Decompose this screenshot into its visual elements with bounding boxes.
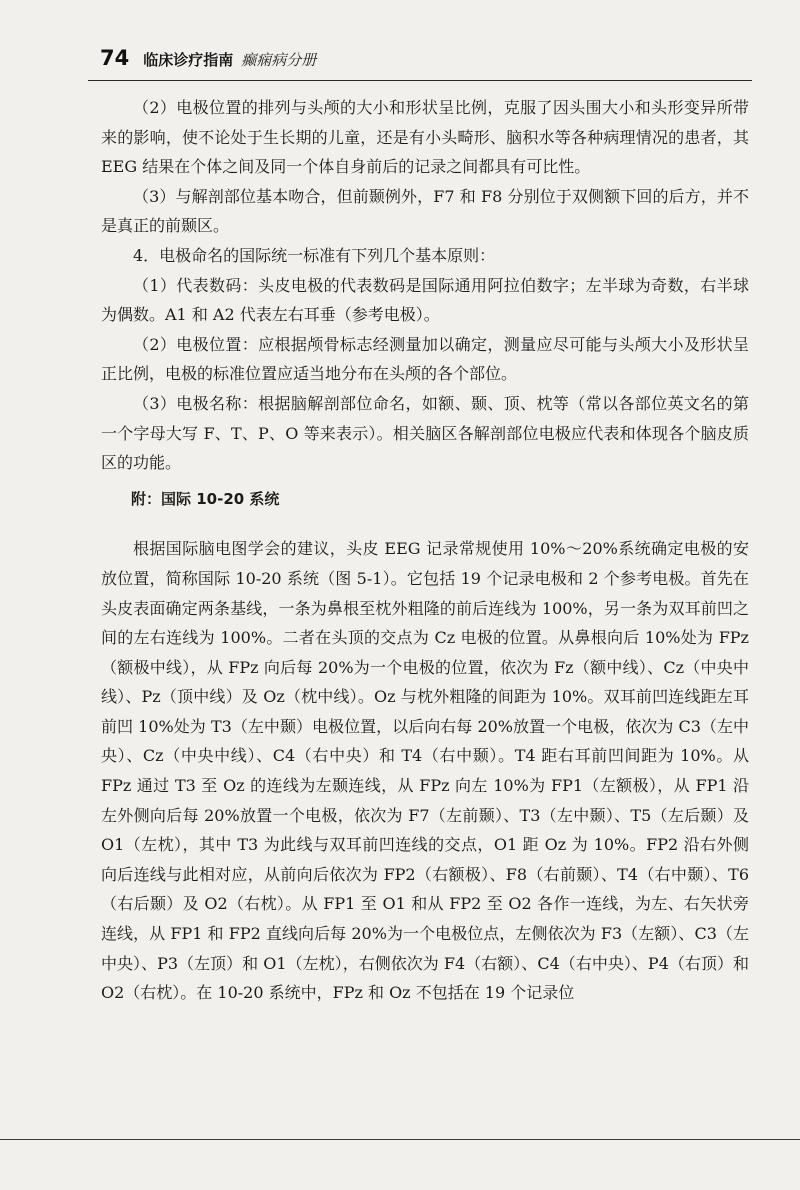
page-number: 74: [100, 46, 130, 70]
paragraph-10-20-system: 根据国际脑电图学会的建议，头皮 EEG 记录常规使用 10%～20%系统确定电极的安放位置，简称国际 10-20 系统（图 5-1）。它包括 19 个记录电极和 2 个参考电极。首先在头皮表面确定两条基线，一条为鼻根至枕外粗隆的前后连线为 100%，另一条为双耳前凹之间的左右连线为 100%。二者在头顶的交点为 Cz 电极的位置。从鼻根向后 10%处为 FPz（额极中线），从 FPz 向后每 20%为一个电极的位置，依次为 Fz（额中线）、Cz（中央中线）、Pz（顶中线）及 Oz（枕中线）。Oz 与枕外粗隆的间距为 10%。双耳前凹连线距左耳前凹 10%处为 T3（左中颞）电极位置，以后向右每 20%放置一个电极，依次为 C3（左中央）、Cz（中央中线）、C4（右中央）和 T4（右中颞）。T4 距右耳前凹间距为 10%。从 FPz 通过 T3 至 Oz 的连线为左颞连线，从 FPz 向左 10%为 FP1（左额极），从 FP1 沿左外侧向后每 20%放置一个电极，依次为 F7（左前颞）、T3（左中颞）、T5（左后颞）及 O1（左枕），其中 T3 为此线与双耳前凹连线的交点，O1 距 Oz 为 10%。FP2 沿右外侧向后连线与此相对应，从前向后依次为 FP2（右额极）、F8（右前颞）、T4（右中颞）、T6（右后颞）及 O2（右枕）。从 FP1 至 O1 和从 FP2 至 O2 各作一连线，为左、右矢状旁连线，从 FP1 和 FP2 直线向后每 20%为一个电极位点，左侧依次为 F3（左额）、C3（左中央）、P3（左顶）和 O1（左枕），右侧依次为 F4（右额）、C4（右中央）、P4（右顶）和 O2（右枕）。在 10-20 系统中，FPz 和 Oz 不包括在 19 个记录位: [101, 539, 749, 1003]
volume-title: 癫痫病分册: [241, 51, 317, 69]
paragraph-electrode-position: （2）电极位置：应根据颅骨标志经测量加以确定，测量应尽可能与头颅大小及形状呈正比例，电极的标准位置应适当地分布在头颅的各个部位。: [101, 334, 749, 384]
paragraph-item-3: （3）与解剖部位基本吻合，但前颞例外，F7 和 F8 分别位于双侧额下回的后方，并不是真正的前颞区。: [101, 186, 749, 236]
header-divider: [88, 80, 752, 81]
paragraph-item-2: （2）电极位置的排列与头颅的大小和形状呈比例，克服了因头围大小和头形变异所带来的影响，使不论处于生长期的儿童，还是有小头畸形、脑积水等各种病理情况的患者，其 EEG 结果在个体之间及同一个体自身前后的记录之间都具有可比性。: [101, 98, 749, 177]
section-heading: 附：国际 10-20 系统: [131, 489, 280, 508]
body-text: [101, 93, 749, 1008]
paragraph-naming-principles: 4．电极命名的国际统一标准有下列几个基本原则：: [133, 245, 496, 265]
footer-divider: [0, 1139, 800, 1140]
paragraph-code-number: （1）代表数码：头皮电极的代表数码是国际通用阿拉伯数字；左半球为奇数，右半球为偶数。A1 和 A2 代表左右耳垂（参考电极）。: [101, 275, 749, 325]
book-title: 临床诊疗指南: [143, 51, 234, 69]
running-head: [100, 46, 750, 80]
paragraph-electrode-name: （3）电极名称：根据脑解剖部位命名，如额、颞、顶、枕等（常以各部位英文名的第一个字母大写 F、T、P、O 等来表示）。相关脑区各解剖部位电极应代表和体现各个脑皮质区的功能。: [101, 393, 749, 473]
